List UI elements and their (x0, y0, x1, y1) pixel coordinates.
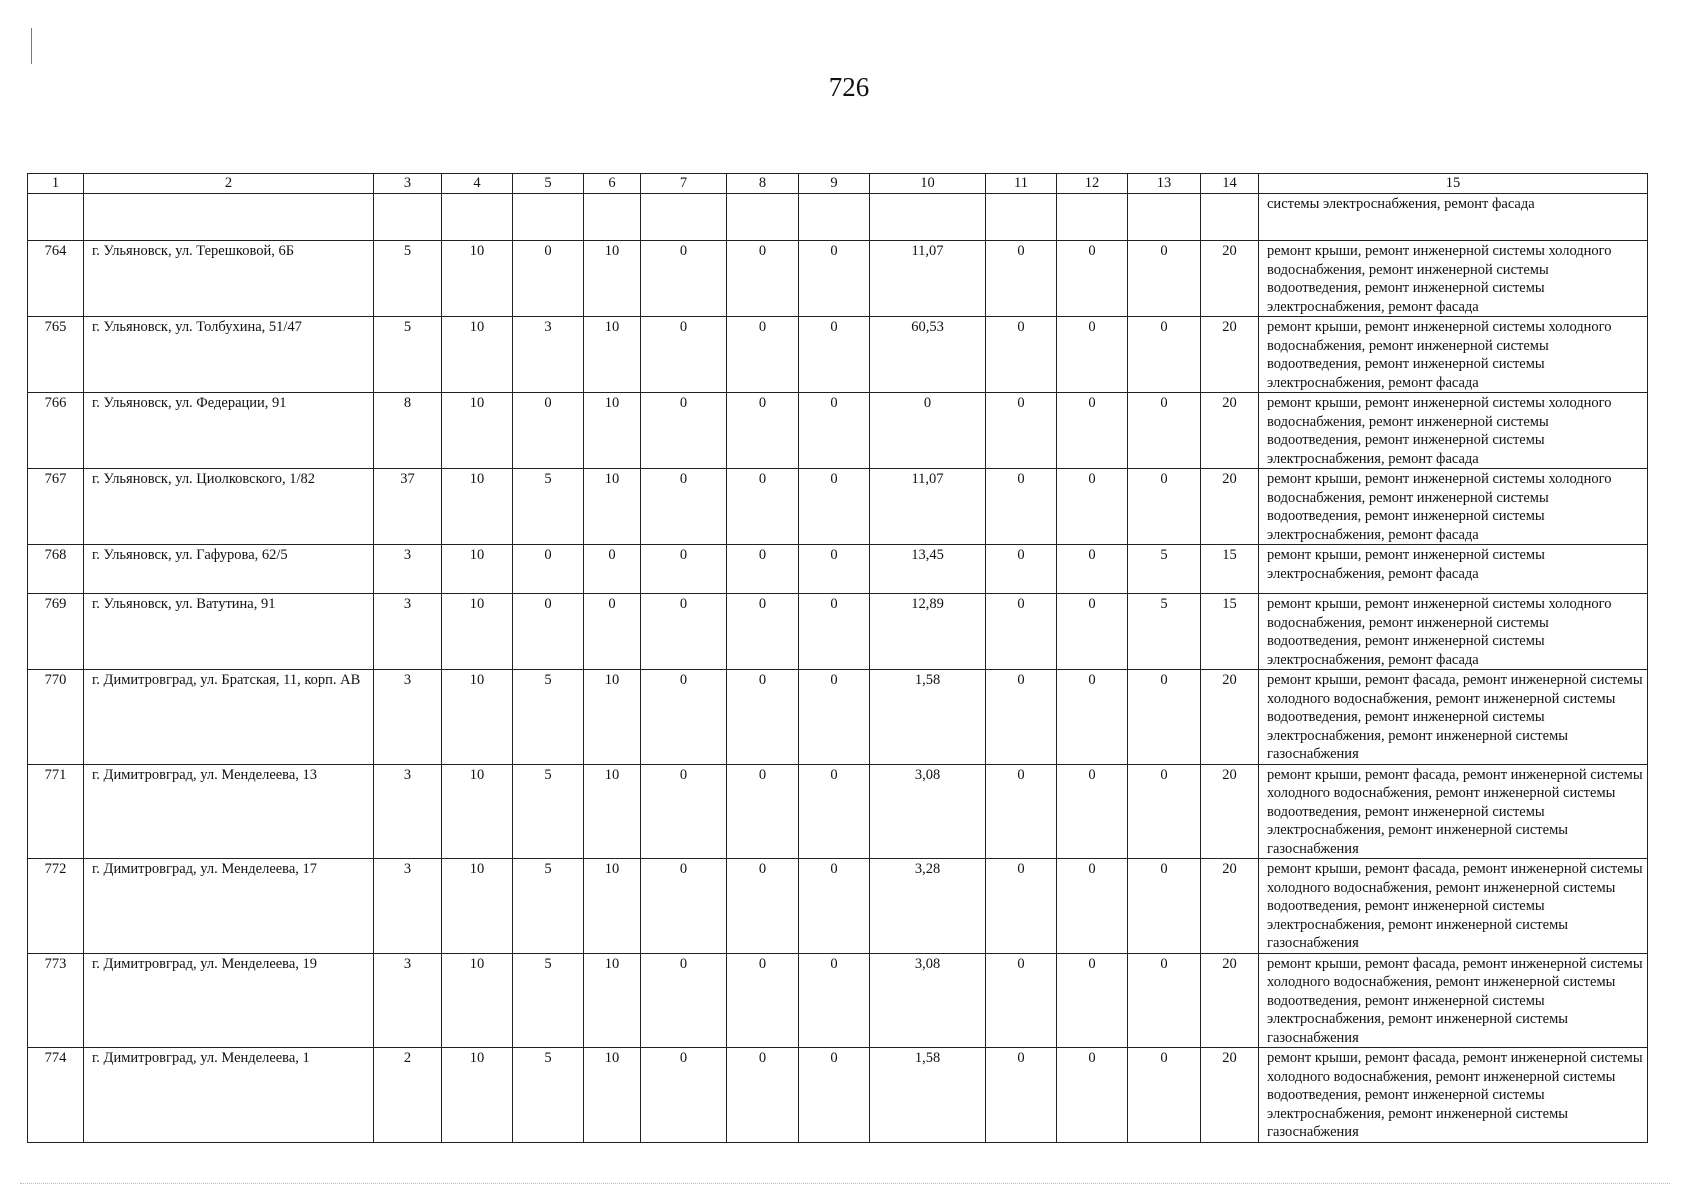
table-row (28, 469, 1648, 545)
table-row (28, 545, 1648, 594)
cell-empty (442, 194, 513, 241)
cell-5: 5 (513, 859, 584, 954)
cell-14: 20 (1201, 241, 1259, 317)
cell-5: 0 (513, 241, 584, 317)
cell-14: 20 (1201, 1048, 1259, 1143)
cell-12: 0 (1057, 317, 1128, 393)
cell-address: г. Ульяновск, ул. Толбухина, 51/47 (84, 317, 374, 393)
table-row (28, 1048, 1648, 1143)
cell-empty (799, 194, 870, 241)
cell-number: 770 (28, 670, 84, 765)
cell-number: 772 (28, 859, 84, 954)
cell-empty (584, 194, 641, 241)
cell-6: 10 (584, 859, 641, 954)
cell-3: 3 (374, 594, 442, 670)
header-cell: 10 (870, 174, 986, 194)
cell-4: 10 (442, 764, 513, 859)
cell-number: 773 (28, 953, 84, 1048)
cell-12: 0 (1057, 670, 1128, 765)
header-cell: 6 (584, 174, 641, 194)
cell-12: 0 (1057, 241, 1128, 317)
cell-14: 20 (1201, 859, 1259, 954)
cell-works: ремонт крыши, ремонт инженерной системы холодного водоснабжения, ремонт инженерной системы водоотведения, ремонт инженерной системы электроснабжения, ремонт фасада (1259, 594, 1648, 670)
cell-13: 5 (1128, 594, 1201, 670)
cell-4: 10 (442, 594, 513, 670)
cell-8: 0 (727, 859, 799, 954)
cell-13: 0 (1128, 859, 1201, 954)
cell-6: 0 (584, 545, 641, 594)
cell-13: 0 (1128, 670, 1201, 765)
cell-7: 0 (641, 241, 727, 317)
cell-8: 0 (727, 469, 799, 545)
cell-3: 37 (374, 469, 442, 545)
cell-7: 0 (641, 594, 727, 670)
cell-5: 5 (513, 469, 584, 545)
cell-8: 0 (727, 594, 799, 670)
cell-address: г. Ульяновск, ул. Федерации, 91 (84, 393, 374, 469)
cell-14: 20 (1201, 469, 1259, 545)
cell-3: 2 (374, 1048, 442, 1143)
cell-11: 0 (986, 317, 1057, 393)
header-cell: 3 (374, 174, 442, 194)
cell-7: 0 (641, 859, 727, 954)
cell-empty (870, 194, 986, 241)
header-cell: 9 (799, 174, 870, 194)
cell-address: г. Димитровград, ул. Менделеева, 13 (84, 764, 374, 859)
cell-10: 60,53 (870, 317, 986, 393)
cell-works: ремонт крыши, ремонт фасада, ремонт инженерной системы холодного водоснабжения, ремонт инженерной системы водоотведения, ремонт инженерной системы электроснабжения, ремонт инженерной системы газоснабжения (1259, 953, 1648, 1048)
cell-works: ремонт крыши, ремонт фасада, ремонт инженерной системы холодного водоснабжения, ремонт инженерной системы водоотведения, ремонт инженерной системы электроснабжения, ремонт инженерной системы газоснабжения (1259, 670, 1648, 765)
cell-3: 3 (374, 953, 442, 1048)
cell-works: ремонт крыши, ремонт инженерной системы холодного водоснабжения, ремонт инженерной системы водоотведения, ремонт инженерной системы электроснабжения, ремонт фасада (1259, 469, 1648, 545)
cell-empty (28, 194, 84, 241)
header-cell: 1 (28, 174, 84, 194)
cell-11: 0 (986, 469, 1057, 545)
cell-14: 20 (1201, 670, 1259, 765)
cell-address: г. Ульяновск, ул. Ватутина, 91 (84, 594, 374, 670)
cell-address: г. Димитровград, ул. Менделеева, 1 (84, 1048, 374, 1143)
cell-6: 10 (584, 670, 641, 765)
cell-9: 0 (799, 764, 870, 859)
cell-empty (1128, 194, 1201, 241)
cell-11: 0 (986, 594, 1057, 670)
header-cell: 14 (1201, 174, 1259, 194)
cell-7: 0 (641, 469, 727, 545)
cell-4: 10 (442, 1048, 513, 1143)
cell-10: 13,45 (870, 545, 986, 594)
cell-3: 8 (374, 393, 442, 469)
cell-4: 10 (442, 469, 513, 545)
table-row (28, 953, 1648, 1048)
table-row (28, 393, 1648, 469)
header-cell: 11 (986, 174, 1057, 194)
continuation-row (28, 194, 1648, 241)
cell-9: 0 (799, 393, 870, 469)
cell-13: 0 (1128, 1048, 1201, 1143)
cell-empty (1201, 194, 1259, 241)
cell-works: ремонт крыши, ремонт инженерной системы холодного водоснабжения, ремонт инженерной системы водоотведения, ремонт инженерной системы электроснабжения, ремонт фасада (1259, 393, 1648, 469)
cell-number: 765 (28, 317, 84, 393)
cell-empty (986, 194, 1057, 241)
cell-14: 20 (1201, 317, 1259, 393)
cell-5: 0 (513, 545, 584, 594)
cell-11: 0 (986, 1048, 1057, 1143)
cell-6: 10 (584, 317, 641, 393)
cell-12: 0 (1057, 545, 1128, 594)
cell-12: 0 (1057, 393, 1128, 469)
cell-works: системы электроснабжения, ремонт фасада (1259, 194, 1648, 241)
cell-5: 3 (513, 317, 584, 393)
cell-14: 15 (1201, 594, 1259, 670)
cell-number: 771 (28, 764, 84, 859)
cell-9: 0 (799, 545, 870, 594)
cell-8: 0 (727, 764, 799, 859)
cell-11: 0 (986, 953, 1057, 1048)
cell-10: 11,07 (870, 241, 986, 317)
cell-10: 3,08 (870, 764, 986, 859)
cell-11: 0 (986, 241, 1057, 317)
header-cell: 4 (442, 174, 513, 194)
cell-6: 10 (584, 1048, 641, 1143)
cell-14: 20 (1201, 953, 1259, 1048)
cell-4: 10 (442, 545, 513, 594)
cell-3: 3 (374, 670, 442, 765)
cell-9: 0 (799, 1048, 870, 1143)
cell-works: ремонт крыши, ремонт инженерной системы электроснабжения, ремонт фасада (1259, 545, 1648, 594)
cell-6: 10 (584, 764, 641, 859)
cell-address: г. Ульяновск, ул. Циолковского, 1/82 (84, 469, 374, 545)
cell-9: 0 (799, 594, 870, 670)
cell-7: 0 (641, 670, 727, 765)
cell-9: 0 (799, 670, 870, 765)
cell-10: 1,58 (870, 670, 986, 765)
cell-11: 0 (986, 670, 1057, 765)
cell-11: 0 (986, 545, 1057, 594)
cell-7: 0 (641, 545, 727, 594)
header-cell: 15 (1259, 174, 1648, 194)
cell-address: г. Димитровград, ул. Братская, 11, корп. АВ (84, 670, 374, 765)
cell-13: 0 (1128, 241, 1201, 317)
cell-number: 766 (28, 393, 84, 469)
header-row (28, 174, 1648, 194)
cell-number: 768 (28, 545, 84, 594)
margin-mark (31, 28, 32, 64)
cell-empty (84, 194, 374, 241)
cell-10: 0 (870, 393, 986, 469)
cell-works: ремонт крыши, ремонт инженерной системы холодного водоснабжения, ремонт инженерной системы водоотведения, ремонт инженерной системы электроснабжения, ремонт фасада (1259, 317, 1648, 393)
cell-number: 774 (28, 1048, 84, 1143)
cell-14: 20 (1201, 764, 1259, 859)
cell-empty (374, 194, 442, 241)
header-cell: 7 (641, 174, 727, 194)
cell-works: ремонт крыши, ремонт фасада, ремонт инженерной системы холодного водоснабжения, ремонт инженерной системы водоотведения, ремонт инженерной системы электроснабжения, ремонт инженерной системы газоснабжения (1259, 859, 1648, 954)
header-cell: 5 (513, 174, 584, 194)
cell-14: 15 (1201, 545, 1259, 594)
table-row (28, 241, 1648, 317)
cell-7: 0 (641, 764, 727, 859)
table-row (28, 670, 1648, 765)
cell-8: 0 (727, 241, 799, 317)
cell-8: 0 (727, 317, 799, 393)
scan-noise (20, 1183, 1670, 1184)
cell-8: 0 (727, 953, 799, 1048)
cell-number: 764 (28, 241, 84, 317)
cell-7: 0 (641, 393, 727, 469)
cell-6: 0 (584, 594, 641, 670)
table-row (28, 594, 1648, 670)
page-number: 726 (828, 72, 870, 102)
cell-13: 0 (1128, 469, 1201, 545)
header-cell: 12 (1057, 174, 1128, 194)
cell-5: 0 (513, 393, 584, 469)
cell-4: 10 (442, 953, 513, 1048)
cell-6: 10 (584, 953, 641, 1048)
cell-4: 10 (442, 393, 513, 469)
cell-12: 0 (1057, 1048, 1128, 1143)
cell-3: 5 (374, 317, 442, 393)
cell-7: 0 (641, 317, 727, 393)
cell-empty (727, 194, 799, 241)
cell-5: 5 (513, 764, 584, 859)
cell-10: 1,58 (870, 1048, 986, 1143)
cell-4: 10 (442, 317, 513, 393)
table-row (28, 317, 1648, 393)
cell-address: г. Димитровград, ул. Менделеева, 17 (84, 859, 374, 954)
cell-5: 5 (513, 1048, 584, 1143)
cell-6: 10 (584, 241, 641, 317)
cell-number: 767 (28, 469, 84, 545)
cell-10: 3,08 (870, 953, 986, 1048)
cell-7: 0 (641, 1048, 727, 1143)
cell-13: 0 (1128, 764, 1201, 859)
cell-4: 10 (442, 241, 513, 317)
cell-9: 0 (799, 317, 870, 393)
cell-5: 0 (513, 594, 584, 670)
cell-7: 0 (641, 953, 727, 1048)
cell-12: 0 (1057, 953, 1128, 1048)
cell-works: ремонт крыши, ремонт фасада, ремонт инженерной системы холодного водоснабжения, ремонт инженерной системы водоотведения, ремонт инженерной системы электроснабжения, ремонт инженерной системы газоснабжения (1259, 764, 1648, 859)
cell-works: ремонт крыши, ремонт фасада, ремонт инженерной системы холодного водоснабжения, ремонт инженерной системы водоотведения, ремонт инженерной системы электроснабжения, ремонт инженерной системы газоснабжения (1259, 1048, 1648, 1143)
cell-12: 0 (1057, 469, 1128, 545)
cell-14: 20 (1201, 393, 1259, 469)
cell-4: 10 (442, 670, 513, 765)
cell-3: 3 (374, 764, 442, 859)
cell-5: 5 (513, 953, 584, 1048)
cell-13: 5 (1128, 545, 1201, 594)
cell-empty (641, 194, 727, 241)
cell-8: 0 (727, 1048, 799, 1143)
cell-6: 10 (584, 393, 641, 469)
cell-address: г. Ульяновск, ул. Гафурова, 62/5 (84, 545, 374, 594)
cell-address: г. Ульяновск, ул. Терешковой, 6Б (84, 241, 374, 317)
cell-10: 3,28 (870, 859, 986, 954)
cell-3: 5 (374, 241, 442, 317)
cell-8: 0 (727, 545, 799, 594)
register-table (27, 173, 1648, 1143)
cell-works: ремонт крыши, ремонт инженерной системы холодного водоснабжения, ремонт инженерной системы водоотведения, ремонт инженерной системы электроснабжения, ремонт фасада (1259, 241, 1648, 317)
table-row (28, 859, 1648, 954)
cell-8: 0 (727, 393, 799, 469)
cell-11: 0 (986, 393, 1057, 469)
cell-empty (1057, 194, 1128, 241)
cell-10: 11,07 (870, 469, 986, 545)
cell-13: 0 (1128, 393, 1201, 469)
header-cell: 2 (84, 174, 374, 194)
cell-6: 10 (584, 469, 641, 545)
header-cell: 8 (727, 174, 799, 194)
table-row (28, 764, 1648, 859)
cell-11: 0 (986, 859, 1057, 954)
cell-11: 0 (986, 764, 1057, 859)
cell-9: 0 (799, 469, 870, 545)
cell-9: 0 (799, 953, 870, 1048)
cell-13: 0 (1128, 953, 1201, 1048)
cell-8: 0 (727, 670, 799, 765)
cell-4: 10 (442, 859, 513, 954)
cell-number: 769 (28, 594, 84, 670)
cell-13: 0 (1128, 317, 1201, 393)
cell-9: 0 (799, 859, 870, 954)
cell-12: 0 (1057, 594, 1128, 670)
cell-address: г. Димитровград, ул. Менделеева, 19 (84, 953, 374, 1048)
cell-3: 3 (374, 545, 442, 594)
header-cell: 13 (1128, 174, 1201, 194)
cell-3: 3 (374, 859, 442, 954)
cell-9: 0 (799, 241, 870, 317)
cell-12: 0 (1057, 859, 1128, 954)
cell-5: 5 (513, 670, 584, 765)
cell-empty (513, 194, 584, 241)
cell-10: 12,89 (870, 594, 986, 670)
cell-12: 0 (1057, 764, 1128, 859)
